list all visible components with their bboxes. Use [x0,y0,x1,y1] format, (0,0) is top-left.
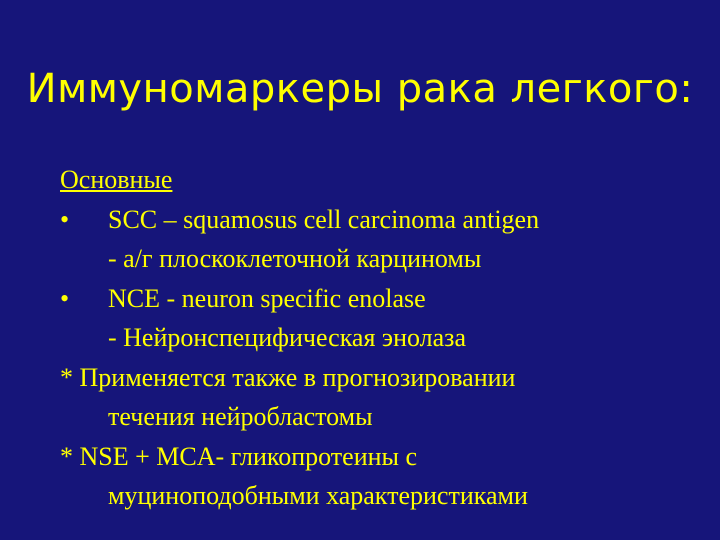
bullet-item [60,200,710,240]
note-continuation: течения нейробластомы [108,402,373,431]
bullet-subtext: - Нейронспецифическая энолаза [108,323,466,352]
slide-title: Иммуномаркеры рака легкого: [26,66,694,112]
bullet-subtext: - а/г плоскоклеточной карциномы [108,244,482,273]
note-line: * NSE + MCA- гликопротеины с [60,441,418,471]
bullet-text: SCC – squamosus cell carcinoma antigen [108,204,540,234]
bullet-marker: • [60,204,70,234]
section-heading: Основные [60,165,173,194]
note-line: * Применяется также в прогнозировании [60,362,516,392]
note-continuation: муциноподобными характеристиками [108,481,528,510]
bullet-text: NCE - neuron specific enolase [108,283,426,313]
bullet-item [60,279,710,319]
slide-body [60,160,710,516]
bullet-marker: • [60,283,70,313]
